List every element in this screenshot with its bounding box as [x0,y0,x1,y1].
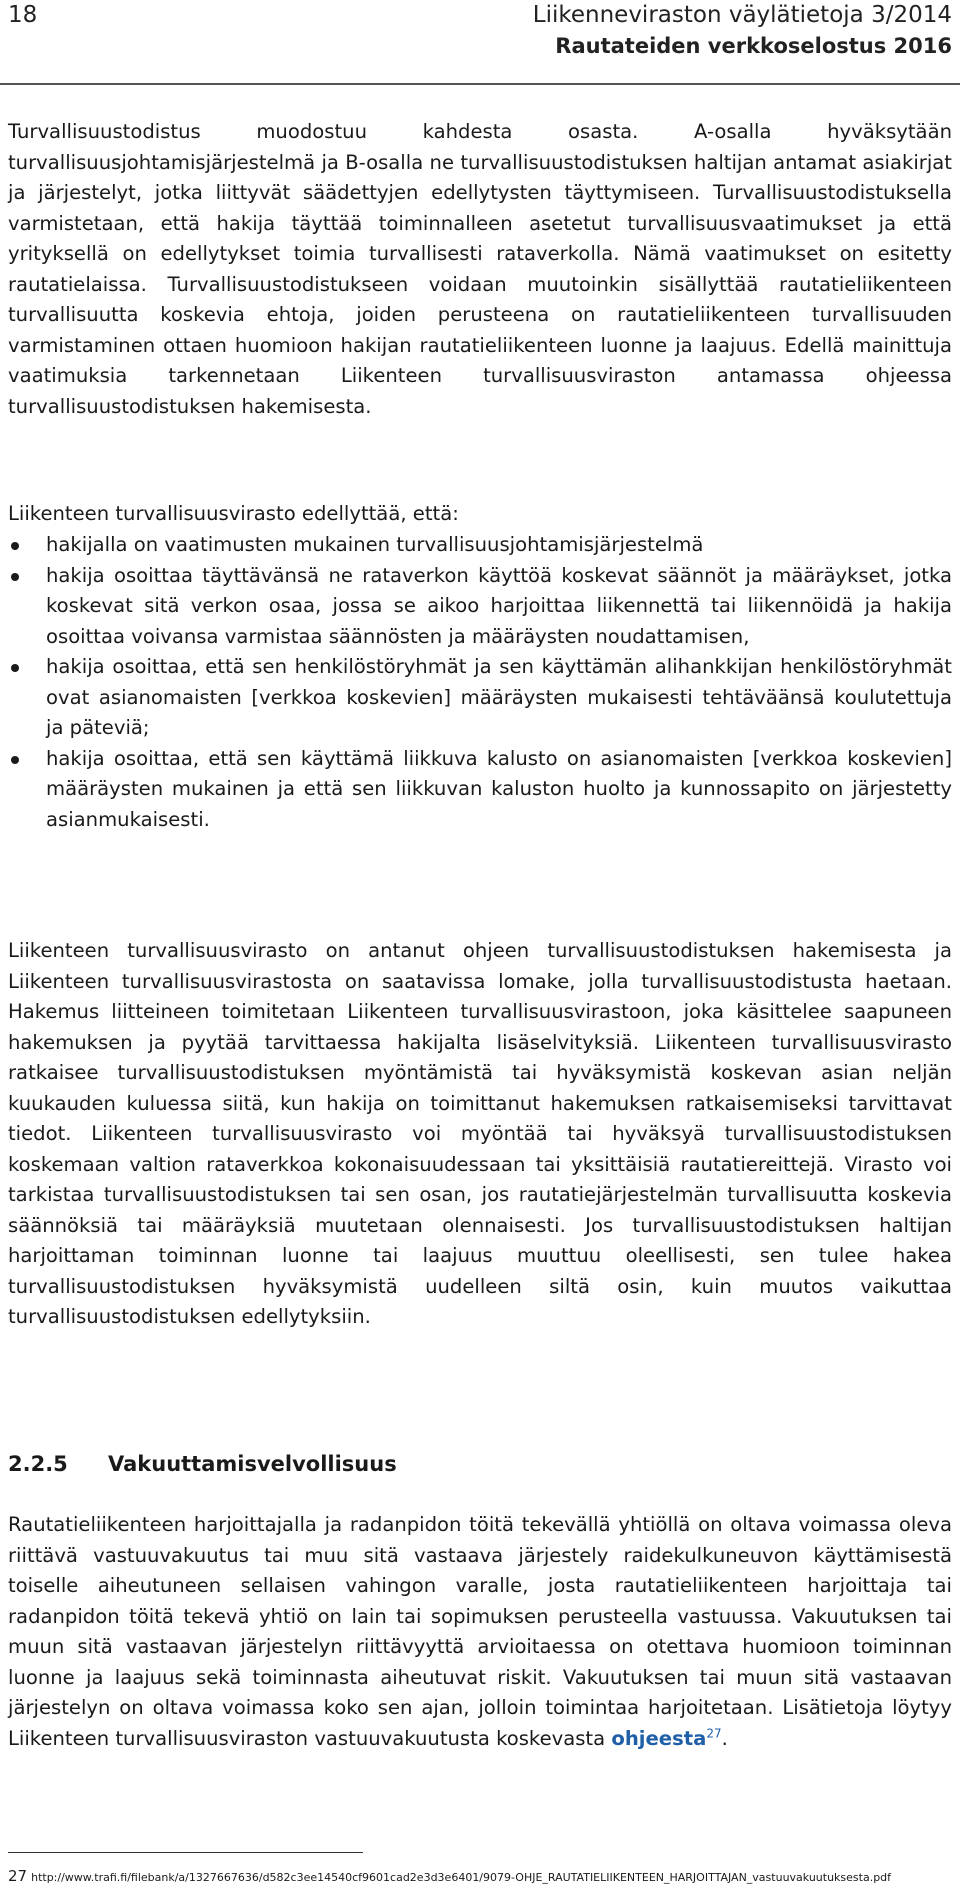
list-item-text: hakijalla on vaatimusten mukainen turvallisuusjohtamisjärjestelmä [46,533,704,556]
bullet-icon [11,664,19,672]
paragraph-safety-certificate: Turvallisuustodistus muodostuu kahdesta osasta. A-osalla hyväksytään turvallisuusjohtamisjärjestelmä ja B-osalla ne turvallisuustodistuksen haltijan antamat asiakirjat ja järjestelyt, jotka liittyvät säädettyjen edellytysten täyttymiseen. Turvallisuustodistuksella varmistetaan, että hakija täyttää toiminnalleen asetetut turvallisuusvaatimukset ja että yrityksellä on edellytykset toimia turvallisesti rataverkolla. Nämä vaatimukset on esitetty rautatielaissa. Turvallisuustodistukseen voidaan muutoinkin sisällyttää rautatieliikenteen turvallisuutta koskevia ehtoja, joiden perusteena on rautatieliikenteen turvallisuuden varmistaminen ottaen huomioon hakijan rautatieliikenteen luonne ja laajuus. Edellä mainittuja vaatimuksia tarkennetaan Liikenteen turvallisuusviraston antamassa ohjeessa turvallisuustodistuksen hakemisesta. [8,120,952,418]
paragraph-insurance-end: . [721,1726,728,1750]
footnote-reference[interactable]: 27 [706,1725,722,1740]
instruction-link[interactable]: ohjeesta [611,1726,707,1750]
list-item-text: hakija osoittaa, että sen käyttämä liikkuva kalusto on asianomaisten [verkkoa koskevien] määräysten mukainen ja että sen liikkuvan kaluston huolto ja kunnossapito on järjestetty asianmukaisesti. [46,746,952,831]
requirements-list [8,530,952,835]
paragraph-insurance [8,1510,952,1754]
list-item-text: hakija osoittaa täyttävänsä ne rataverkon käyttöä koskevat säännöt ja määräykset, jotka koskevat sitä verkon osaa, jossa se aikoo harjoittaa liikennettä tai liikennöidä ja hakija osoittaa voivansa varmistaa säännösten ja määräysten noudattamisen, [46,563,952,648]
paragraph-application-process: Liikenteen turvallisuusvirasto on antanut ohjeen turvallisuustodistuksen hakemisesta ja Liikenteen turvallisuusvirastosta on saatavissa lomake, jolla turvallisuustodistusta haetaan. Hakemus liitteineen toimitetaan Liikenteen turvallisuusvirastoon, joka käsittelee saapuneen hakemuksen ja pyytää tarvittaessa hakijalta lisäselvityksiä. Liikenteen turvallisuusvirasto ratkaisee turvallisuustodistuksen myöntämistä tai hyväksymistä koskevan asian neljän kuukauden kuluessa siitä, kun hakija on toimittanut hakemuksen ratkaisemiseksi tarvittavat tiedot. Liikenteen turvallisuusvirasto voi myöntää tai hyväksyä turvallisuustodistuksen koskemaan valtion rataverkkoa kokonaisuudessaan tai yksittäisiä rautatiereittejä. Virasto voi tarkistaa turvallisuustodistuksen tai sen osan, jos rautatiejärjestelmän turvallisuutta koskevia säännöksiä tai määräyksiä muutetaan olennaisesti. Jos turvallisuustodistuksen haltijan harjoittaman toiminnan luonne tai laajuus muuttuu oleellisesti, sen tulee hakea turvallisuustodistuksen hyväksymistä uudelleen siltä osin, kuin muutos vaikuttaa turvallisuustodistuksen edellytyksiin. [8,939,952,1328]
list-item [8,530,952,561]
footnote [8,1869,891,1885]
footnote-number: 27 [8,1867,28,1885]
publication-subtitle: Rautateiden verkkoselostus 2016 [555,34,952,58]
list-item [8,744,952,836]
bullet-icon [11,542,19,550]
list-item [8,561,952,653]
section-title: Vakuuttamisvelvollisuus [108,1452,397,1476]
list-item [8,652,952,744]
publication-title: Liikenneviraston väylätietoja 3/2014 [532,2,952,28]
bullet-icon [11,756,19,764]
page-number: 18 [8,2,38,28]
list-item-text: hakija osoittaa, että sen henkilöstöryhmät ja sen käyttämän alihankkijan henkilöstöryhmät ovat asianomaisten [verkkoa koskevien] määräysten mukaisesti tehtäväänsä koulutettuja ja päteviä; [46,655,952,739]
section-heading [8,1449,397,1479]
section-number: 2.2.5 [8,1452,68,1476]
requirements-intro: Liikenteen turvallisuusvirasto edellyttää, että: [8,502,459,525]
header-divider [0,83,960,85]
footnote-divider [8,1852,363,1853]
footnote-url[interactable]: http://www.trafi.fi/filebank/a/1327667636/d582c3ee14540cf9601cad2e3d3e6401/9079-OHJE_RAUTATIELIIKENTEEN_HARJOITTAJAN_vastuuvakuutuksesta.pdf [31,1871,892,1884]
bullet-icon [11,573,19,581]
paragraph-insurance-text: Rautatieliikenteen harjoittajalla ja radanpidon töitä tekevällä yhtiöllä on oltava voimassa oleva riittävä vastuuvakuutus tai muu sitä vastaava järjestely raidekulkuneuvon käyttämisestä toiselle aiheutuneen sellaisen vahingon varalle, josta rautatieliikenteen harjoittaja tai radanpidon töitä tekevä yhtiö on lain tai sopimuksen perusteella vastuussa. Vakuutuksen tai muun sitä vastaavan järjestelyn riittävyyttä arvioitaessa on otettava huomioon toiminnan luonne ja laajuus sekä toiminnasta aiheutuvat riskit. Vakuutuksen tai muun sitä vastaavan järjestelyn on oltava voimassa koko sen ajan, jolloin toimintaa harjoitetaan. Lisätietoja löytyy Liikenteen turvallisuusviraston vastuuvakuutusta koskevasta [8,1513,952,1750]
